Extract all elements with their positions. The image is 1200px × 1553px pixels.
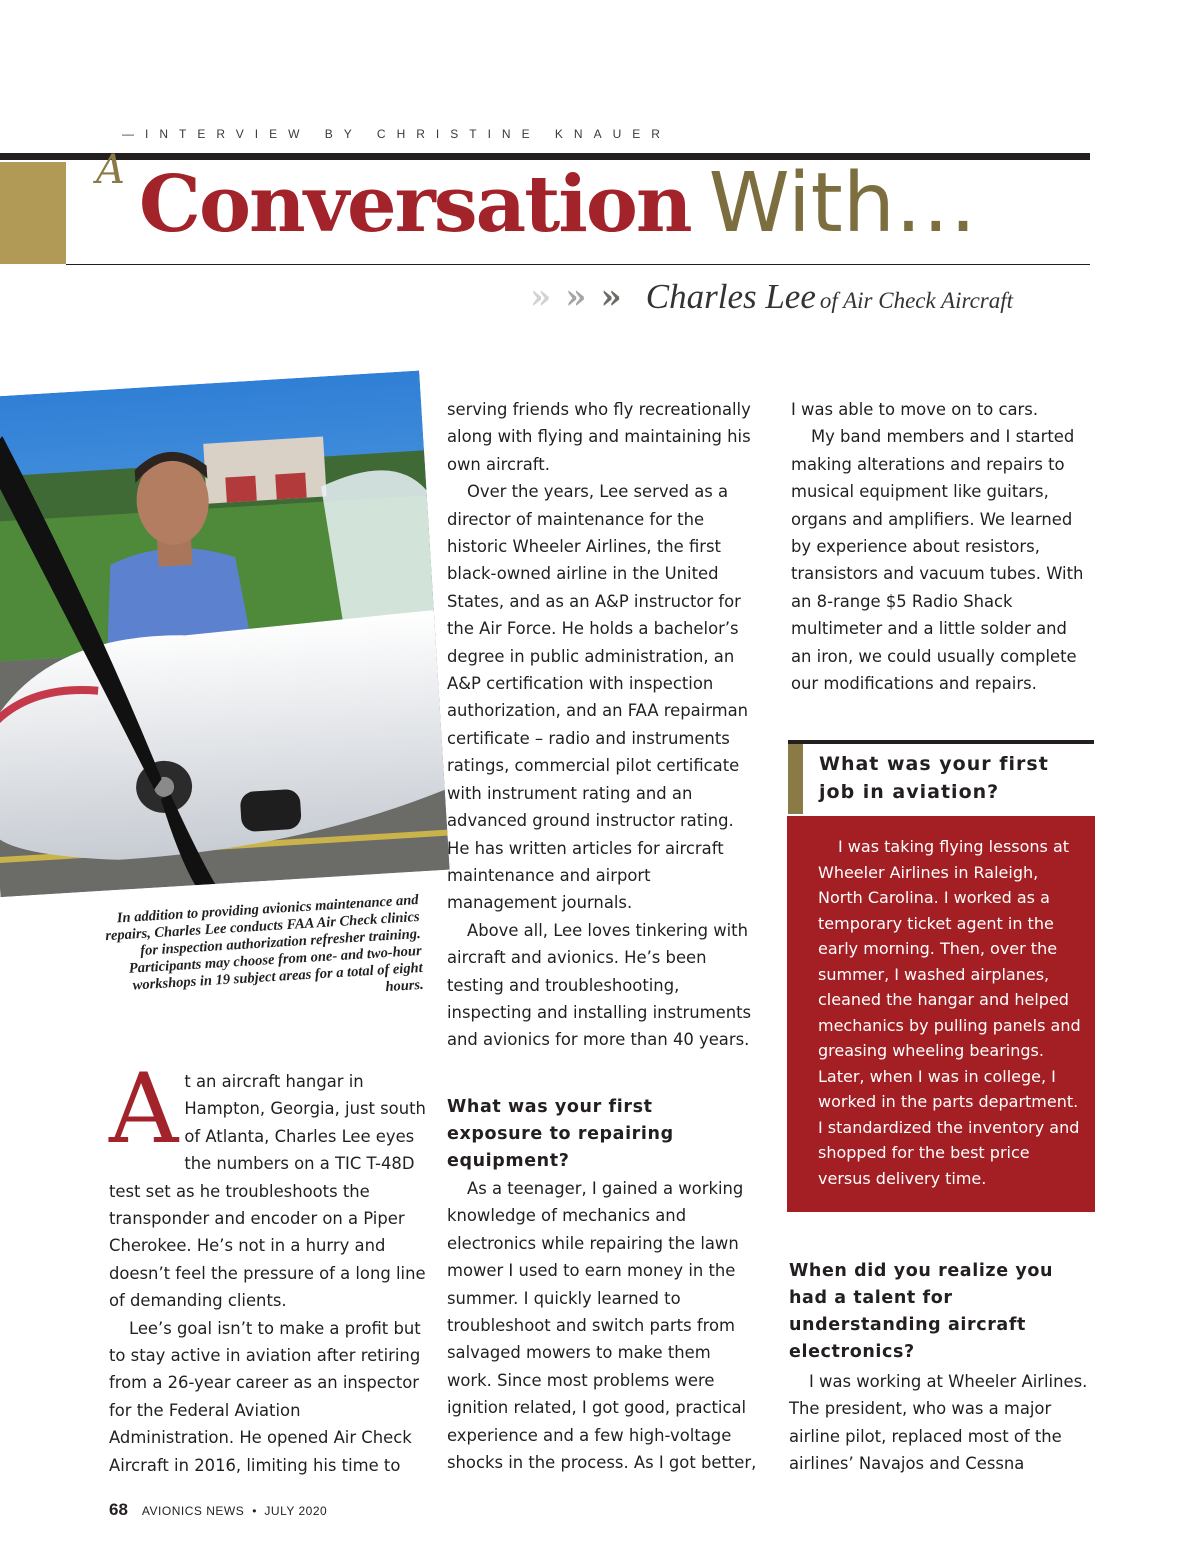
article-column-2 — [447, 396, 752, 1054]
portrait-photo — [0, 371, 450, 898]
question-heading: When did you realize you had a talent for understanding aircraft electronics? — [789, 1261, 1054, 1362]
title-with: With… — [708, 156, 977, 251]
article-column-1 — [109, 1053, 427, 1479]
article-paragraph: Above all, Lee loves tinkering with aircraft and avionics. He’s been testing and troubleshooting, inspecting and installing instruments and avionics for more than 40 years. — [447, 920, 752, 1050]
page-footer — [109, 1500, 327, 1520]
issue-date: JULY 2020 — [264, 1504, 328, 1518]
question-heading: What was your first exposure to repairing equipment? — [447, 1097, 674, 1171]
article-paragraph: My band members and I started making alterations and repairs to musical equipment like guitars, organs and amplifiers. We learned by experience about resistors, transistors and vacuum tubes. With an 8-range $5 Radio Shack multimeter and a little solder and an iron, we could usually complete our modifications and repairs. — [791, 427, 1084, 694]
publication-name: AVIONICS NEWS — [141, 1504, 245, 1518]
header-bottom-rule — [66, 264, 1090, 265]
page-number: 68 — [109, 1500, 128, 1519]
sidebar-answer-text-block — [818, 834, 1084, 1191]
sidebar-top-rule — [788, 740, 1094, 744]
intro-text: t an aircraft hangar in Hampton, Georgia, just south of Atlanta, Charles Lee eyes the numbers on a TIC T-48D test set as he troubleshoots the transponder and encoder on a Piper Cherokee. He’s not in a hurry and doesn’t feel the pressure of a long line of demanding clients. — [109, 1072, 426, 1311]
article-intro-paragraph — [109, 1053, 427, 1315]
answer-block — [447, 1175, 757, 1476]
article-paragraph: Over the years, Lee served as a director of maintenance for the historic Wheeler Airlines, the first black-owned airline in the United States, and as an A&P instructor for the Air Force. He holds a bachelor’s degree in public administration, an A&P certification with inspection authorization, and an FAA repairman certificate – radio and instruments ratings, commercial pilot certificate with instrument rating and an advanced ground instructor rating. He has written articles for aircraft maintenance and airport management journals. — [447, 482, 749, 913]
answer-block — [789, 1368, 1089, 1478]
article-paragraph: I was able to move on to cars. — [791, 400, 1039, 419]
answer-paragraph: I was working at Wheeler Airlines. The president, who was a major airline pilot, replaced most of the airlines’ Navajos and Cessna — [789, 1372, 1088, 1474]
chevron-icon: » — [600, 277, 622, 317]
photo-caption: In addition to providing avionics maintenance and repairs, Charles Lee conducts FAA Air Check clinics for inspection authorization refresher training. Participants may choose from one- and two-hour workshops in 19 subject areas for a total of eight hours. — [104, 892, 425, 996]
chevron-icon: » — [530, 277, 552, 317]
title-main: Conversation — [138, 159, 691, 250]
photo-illustration — [0, 371, 450, 898]
article-column-3 — [791, 396, 1091, 697]
article-paragraph: serving friends who fly recreationally along with flying and maintaining his own aircraft. — [447, 400, 751, 474]
drop-cap: A — [109, 1053, 179, 1165]
article-paragraph: Lee’s goal isn’t to make a profit but to stay active in aviation after retiring from a 26-year career as an inspector for the Federal Aviation Administration. He opened Air Check Aircraft in 2016, limiting his time to — [109, 1318, 421, 1475]
subject-company: of Air Check Aircraft — [819, 288, 1014, 313]
header-gold-block — [0, 162, 66, 264]
answer-paragraph: As a teenager, I gained a working knowledge of mechanics and electronics while repairing the lawn mower I used to earn money in the summer. I quickly learned to troubleshoot and switch parts from salvaged mowers to make them work. Since most problems were ignition related, I got good, practical experience and a few high-voltage shocks in the process. As I got better, — [447, 1179, 757, 1473]
subject-name: Charles Lee — [645, 277, 816, 316]
sidebar-answer-paragraph: I was taking flying lessons at Wheeler Airlines in Raleigh, North Carolina. I worked as a temporary ticket agent in the early morning. Then, over the summer, I washed airplanes, cleaned the hangar and helped mechanics by pulling panels and greasing wheeling bearings. Later, when I was in college, I worked in the parts department. I standardized the inventory and shopped for the best price versus delivery time. — [818, 837, 1081, 1188]
subtitle — [530, 277, 1014, 317]
chevron-icon: » — [565, 277, 587, 317]
sidebar-question-heading: What was your first job in aviation? — [819, 753, 1049, 803]
page-title — [96, 147, 977, 251]
footer-separator: • — [252, 1504, 257, 1518]
title-article: A — [96, 147, 125, 193]
sidebar-accent-bar — [788, 744, 803, 814]
byline: —INTERVIEW BY CHRISTINE KNAUER — [122, 127, 671, 141]
